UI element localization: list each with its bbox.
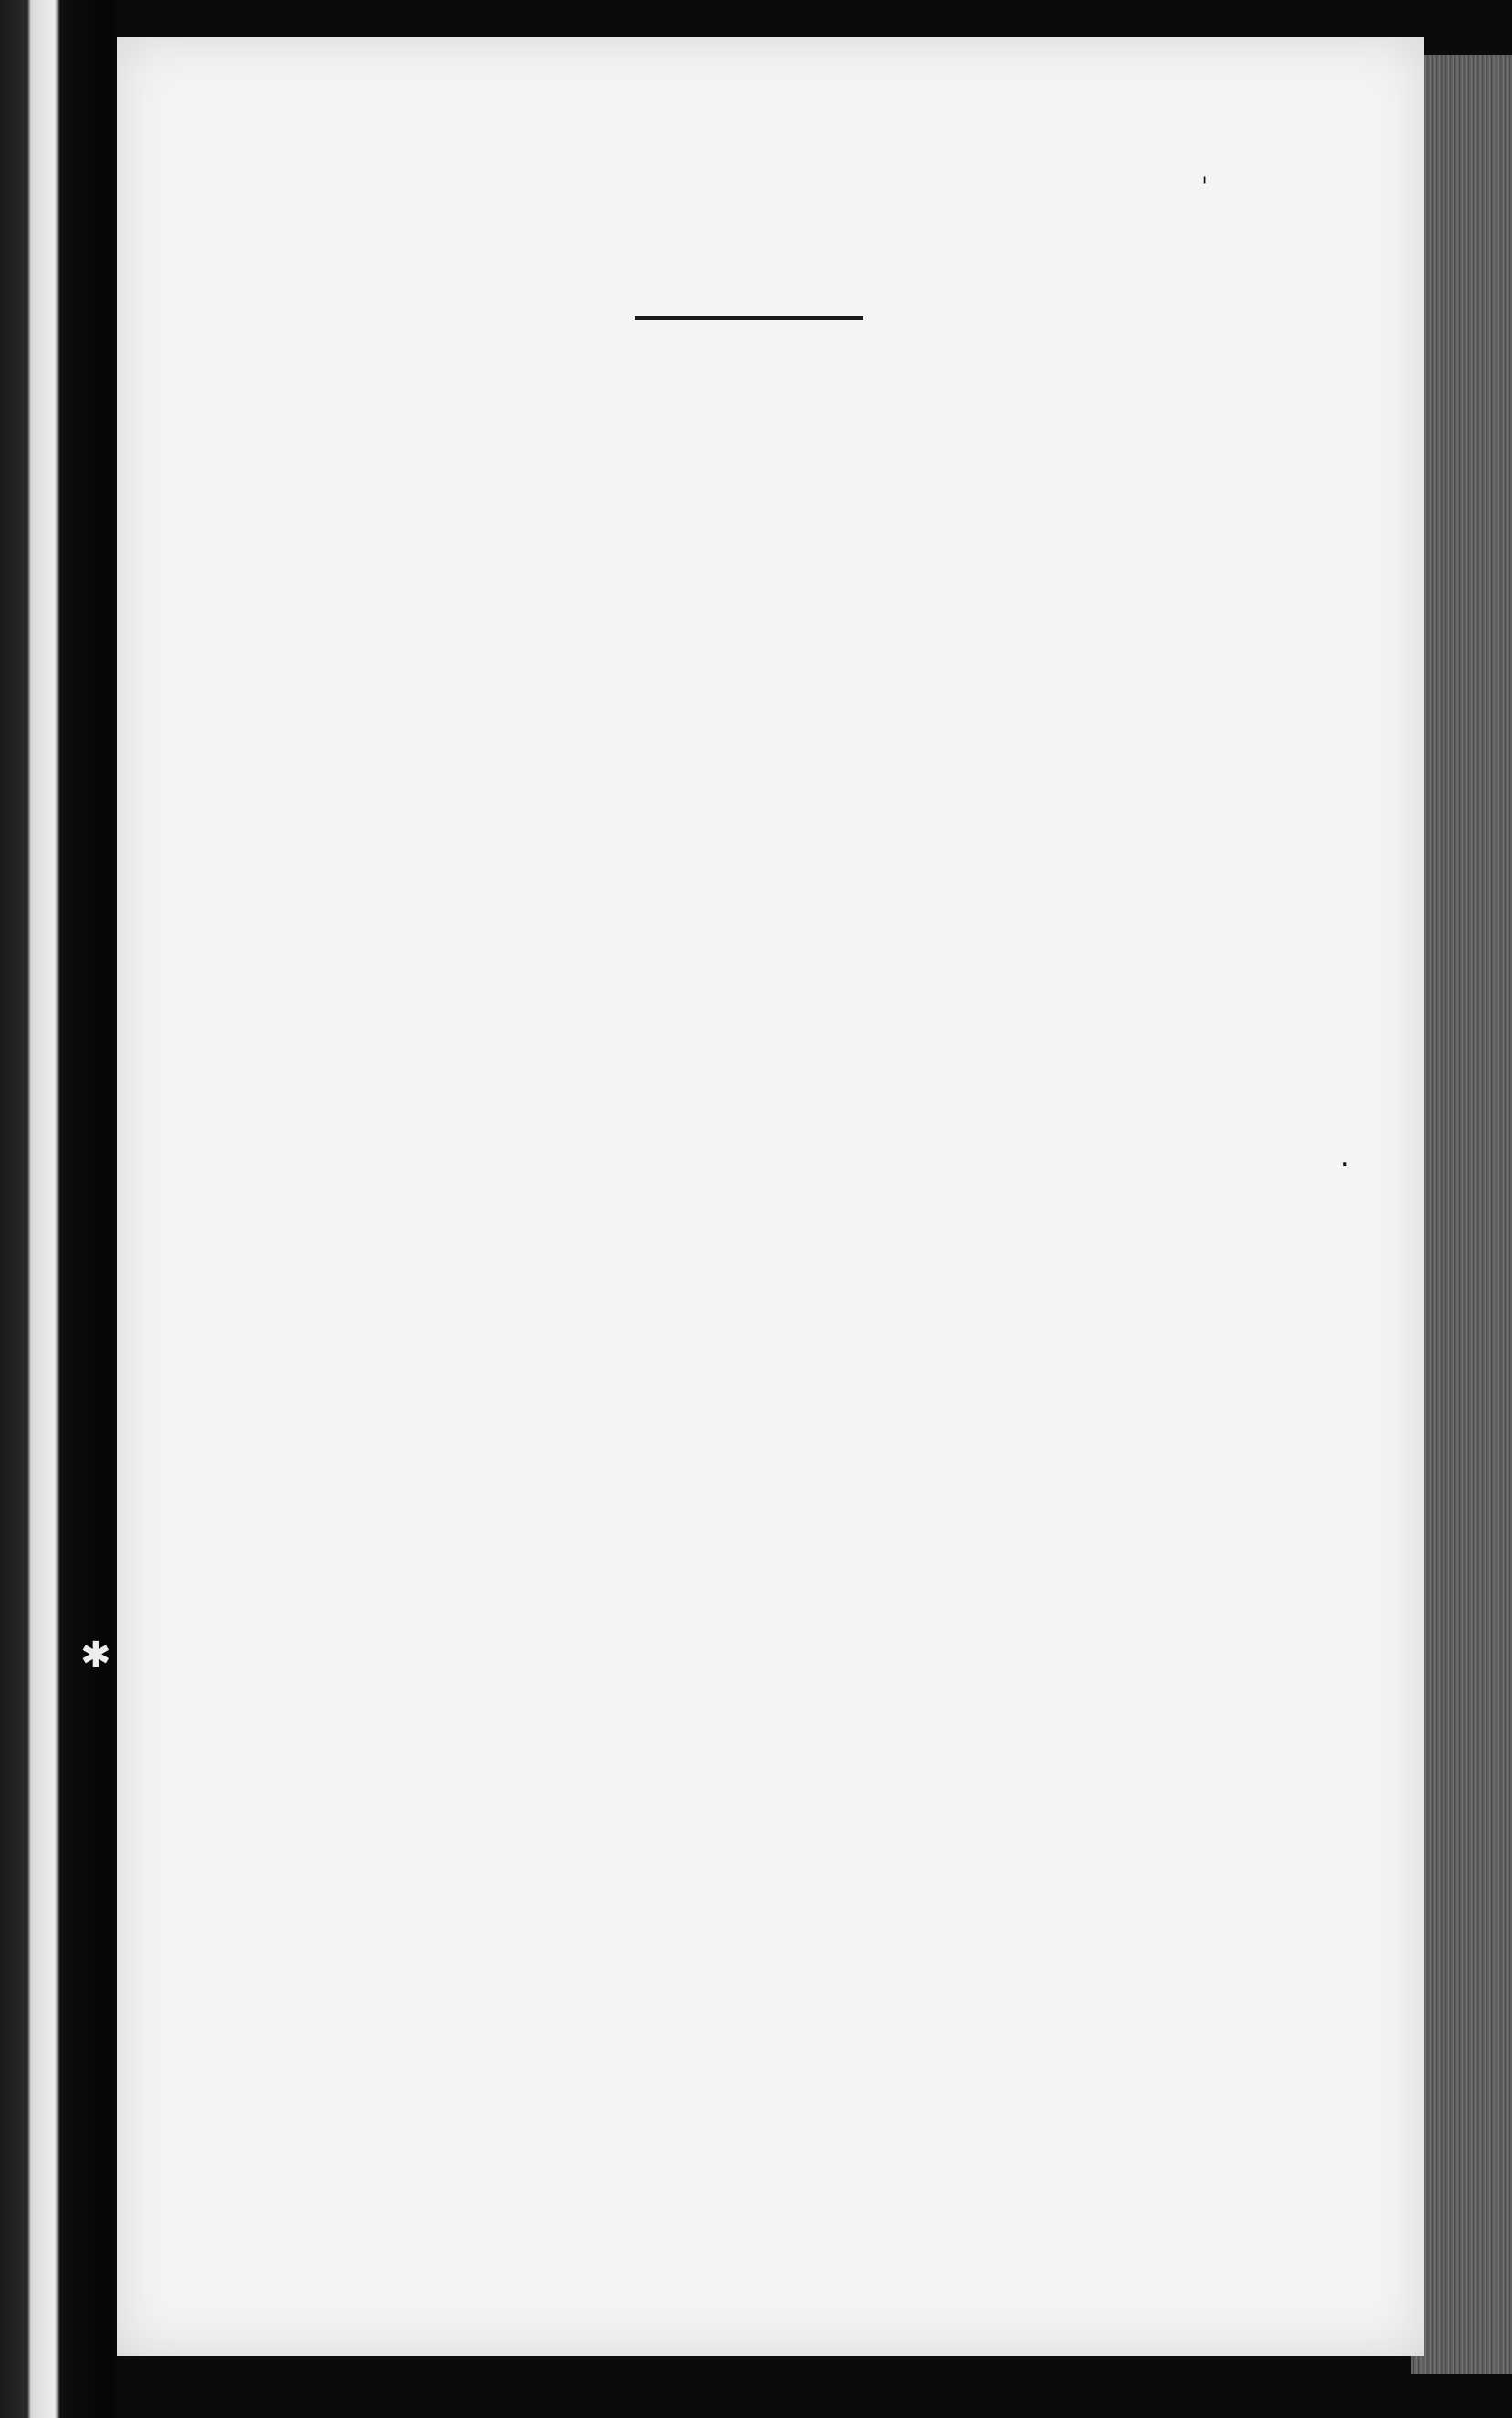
- section-divider: [635, 316, 863, 320]
- book-binding-edge: [0, 0, 119, 2418]
- margin-speck-mark: .: [1340, 1141, 1349, 1173]
- margin-speck-mark: ˈ: [1202, 173, 1209, 201]
- page-sheet: [80, 37, 1424, 2356]
- page-stack-edge: [1411, 55, 1512, 2374]
- page-text-block: [201, 274, 1297, 352]
- margin-speck-mark: ✱: [80, 1635, 111, 1677]
